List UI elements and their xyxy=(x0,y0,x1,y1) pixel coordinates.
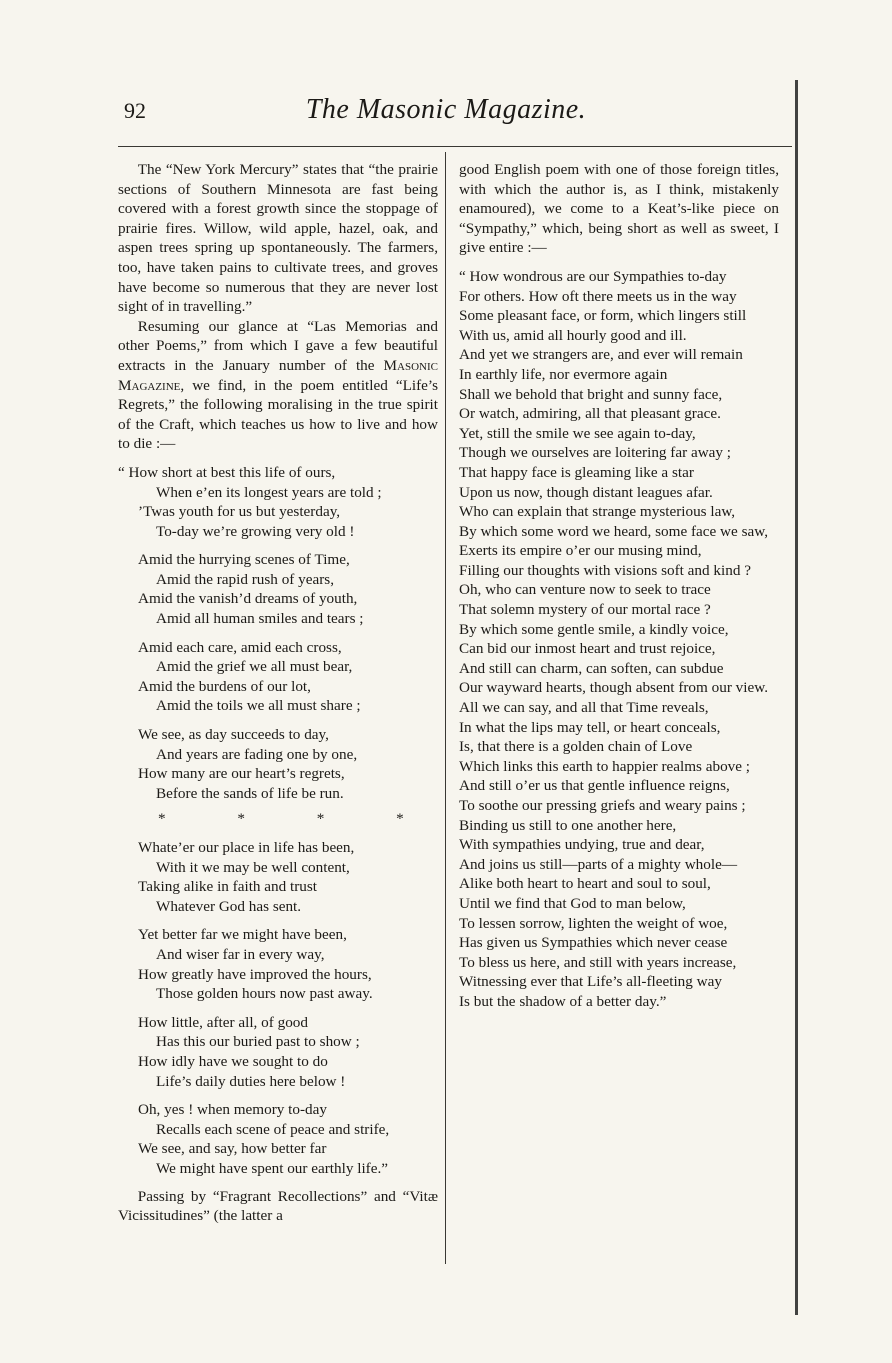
poem-line: Amid all human smiles and tears ; xyxy=(156,610,364,628)
poem-stanza xyxy=(118,925,438,1003)
poem-line: To soothe our pressing griefs and weary pains ; xyxy=(459,797,746,814)
poem-line: Filling our thoughts with visions soft and kind ? xyxy=(459,561,751,579)
poem-line: How idly have we sought to do xyxy=(138,1052,328,1070)
poem-line: And still o’er us that gentle influence reigns, xyxy=(459,777,730,795)
poem-line: We might have spent our earthly life.” xyxy=(156,1159,388,1177)
right-column xyxy=(459,160,779,1012)
paragraph-text: Resuming our glance at “Las Memorias and other Poems,” from which I gave a few beautiful extracts in the January number of the xyxy=(118,317,438,374)
poem-line: By which some gentle smile, a kindly voice, xyxy=(459,620,729,638)
poem-line: Has given us Sympathies which never cease xyxy=(459,934,728,952)
paragraph-resuming xyxy=(118,317,438,454)
poem-line: Life’s daily duties here below ! xyxy=(156,1072,346,1090)
poem-stanza xyxy=(118,725,438,803)
paragraph-text: , we find, in the poem entitled “Life’s Regrets,” the following moralising in the true spirit of the Craft, which teaches us how to live and how to die :— xyxy=(118,376,438,453)
poem-line: Amid the grief we all must bear, xyxy=(156,658,353,676)
poem-line: That happy face is gleaming like a star xyxy=(459,463,694,481)
poem-line: Those golden hours now past away. xyxy=(156,985,373,1003)
poem-line: All we can say, and all that Time reveals, xyxy=(459,699,709,717)
poem-line: ’Twas youth for us but yesterday, xyxy=(138,503,341,521)
poem-line: Recalls each scene of peace and strife, xyxy=(156,1120,390,1138)
poem-line: Witnessing ever that Life’s all-fleeting way xyxy=(459,973,722,991)
poem-stanza xyxy=(118,1013,438,1091)
poem-line: Whatever God has sent. xyxy=(156,897,302,915)
poem-line: In what the lips may tell, or heart conceals, xyxy=(459,718,721,736)
poem-line: We see, and say, how better far xyxy=(138,1140,327,1158)
poem-line: Yet better far we might have been, xyxy=(138,926,347,944)
poem-line: That solemn mystery of our mortal race ? xyxy=(459,601,711,619)
poem-line: And wiser far in every way, xyxy=(156,945,325,963)
poem-line: We see, as day succeeds to day, xyxy=(138,726,329,744)
poem-line: Has this our buried past to show ; xyxy=(156,1033,360,1051)
running-title: The Masonic Magazine. xyxy=(305,94,587,125)
paragraph-continued: good English poem with one of those foreign titles, with which the author is, as I think, mistakenly enamoured), we come to a Keat’s-like piece on “Sympathy,” which, being short as well as sweet, I give entire :— xyxy=(459,161,779,257)
poem-line: Oh, who can venture now to seek to trace xyxy=(459,581,711,599)
poem-line: To lessen sorrow, lighten the weight of woe, xyxy=(459,914,728,932)
poem-line: Alike both heart to heart and soul to soul, xyxy=(459,875,711,893)
poem-line: Some pleasant face, or form, which lingers still xyxy=(459,307,747,325)
poem-line: Binding us still to one another here, xyxy=(459,816,677,834)
poem-line: To-day we’re growing very old ! xyxy=(156,522,355,540)
poem-line: How little, after all, of good xyxy=(138,1013,308,1031)
poem-line: Is, that there is a golden chain of Love xyxy=(459,738,693,756)
poem-line: Can bid our inmost heart and trust rejoice, xyxy=(459,640,716,658)
poem-line: Our wayward hearts, though absent from our view. xyxy=(459,679,769,697)
poem-line: And still can charm, can soften, can subdue xyxy=(459,659,724,677)
poem-line: Or watch, admiring, all that pleasant grace. xyxy=(459,405,721,423)
magazine-name: Masonic Magazine xyxy=(118,356,438,394)
poem-line: To bless us here, and still with years increase, xyxy=(459,953,737,971)
poem-line: How greatly have improved the hours, xyxy=(138,965,372,983)
poem-line: Whate’er our place in life has been, xyxy=(138,839,355,856)
poem-line: When e’en its longest years are told ; xyxy=(156,483,382,501)
poem-line: “ How wondrous are our Sympathies to-day xyxy=(459,267,727,285)
page-number: 92 xyxy=(124,98,146,123)
poem-line: Amid the burdens of our lot, xyxy=(138,677,311,695)
paragraph-passing: Passing by “Fragrant Recollections” and “Vitæ Vicissitudines” (the latter a xyxy=(118,1187,438,1225)
section-break-stars: * * * * xyxy=(158,810,438,828)
poem-line: And yet we strangers are, and ever will remain xyxy=(459,346,743,364)
paragraph-mercury: The “New York Mercury” states that “the prairie sections of Southern Minnesota are fast being covered with a forest growth since the stoppage of prairie fires. Willow, wild apple, hazel, oak, and aspen trees spring up spontaneously. The farmers, too, have taken pains to cultivate trees, and groves have become so numerous that they are never lost sight of in travelling.” xyxy=(118,161,438,316)
poem-line: With sympathies undying, true and dear, xyxy=(459,836,705,854)
poem-line: Amid the toils we all must share ; xyxy=(156,697,361,715)
poem-line: Is but the shadow of a better day.” xyxy=(459,992,667,1010)
poem-stanza xyxy=(118,1100,438,1178)
poem-line: And joins us still—parts of a mighty whole— xyxy=(459,855,738,873)
poem-sympathy xyxy=(459,267,779,1012)
poem-line: And years are fading one by one, xyxy=(156,745,358,763)
left-column xyxy=(118,160,438,1226)
poem-line: Shall we behold that bright and sunny face, xyxy=(459,385,723,403)
poem-line: Taking alike in faith and trust xyxy=(138,878,318,896)
poem-line: Before the sands of life be run. xyxy=(156,784,344,802)
page-edge-shadow xyxy=(795,80,798,1315)
poem-line: Amid the rapid rush of years, xyxy=(156,570,334,588)
poem-lifes-regrets xyxy=(118,463,438,1179)
poem-line: By which some word we heard, some face we saw, xyxy=(459,522,768,540)
poem-line: Who can explain that strange mysterious law, xyxy=(459,503,736,521)
poem-line: Though we ourselves are loitering far away ; xyxy=(459,444,732,462)
poem-line: “ How short at best this life of ours, xyxy=(118,463,336,481)
poem-line: Until we find that God to man below, xyxy=(459,894,686,912)
poem-line: Yet, still the smile we see again to-day, xyxy=(459,424,696,442)
poem-stanza xyxy=(118,838,438,916)
poem-line: Upon us now, though distant leagues afar. xyxy=(459,483,713,501)
poem-line: Exerts its empire o’er our musing mind, xyxy=(459,542,702,560)
poem-stanza xyxy=(118,638,438,716)
poem-stanza xyxy=(118,550,438,628)
poem-line: With us, amid all hourly good and ill. xyxy=(459,326,687,344)
poem-line: Oh, yes ! when memory to-day xyxy=(138,1101,327,1119)
poem-line: Amid the vanish’d dreams of youth, xyxy=(138,590,358,608)
poem-line: Which links this earth to happier realms above ; xyxy=(459,757,751,775)
poem-line: With it we may be well content, xyxy=(156,858,350,876)
poem-line: In earthly life, nor evermore again xyxy=(459,365,668,383)
poem-line: Amid the hurrying scenes of Time, xyxy=(138,551,350,569)
header-rule xyxy=(118,146,792,147)
poem-line: How many are our heart’s regrets, xyxy=(138,765,345,783)
poem-line: Amid each care, amid each cross, xyxy=(138,638,342,656)
poem-line: For others. How oft there meets us in the way xyxy=(459,287,737,305)
poem-stanza xyxy=(118,463,438,541)
column-divider xyxy=(445,152,446,1264)
